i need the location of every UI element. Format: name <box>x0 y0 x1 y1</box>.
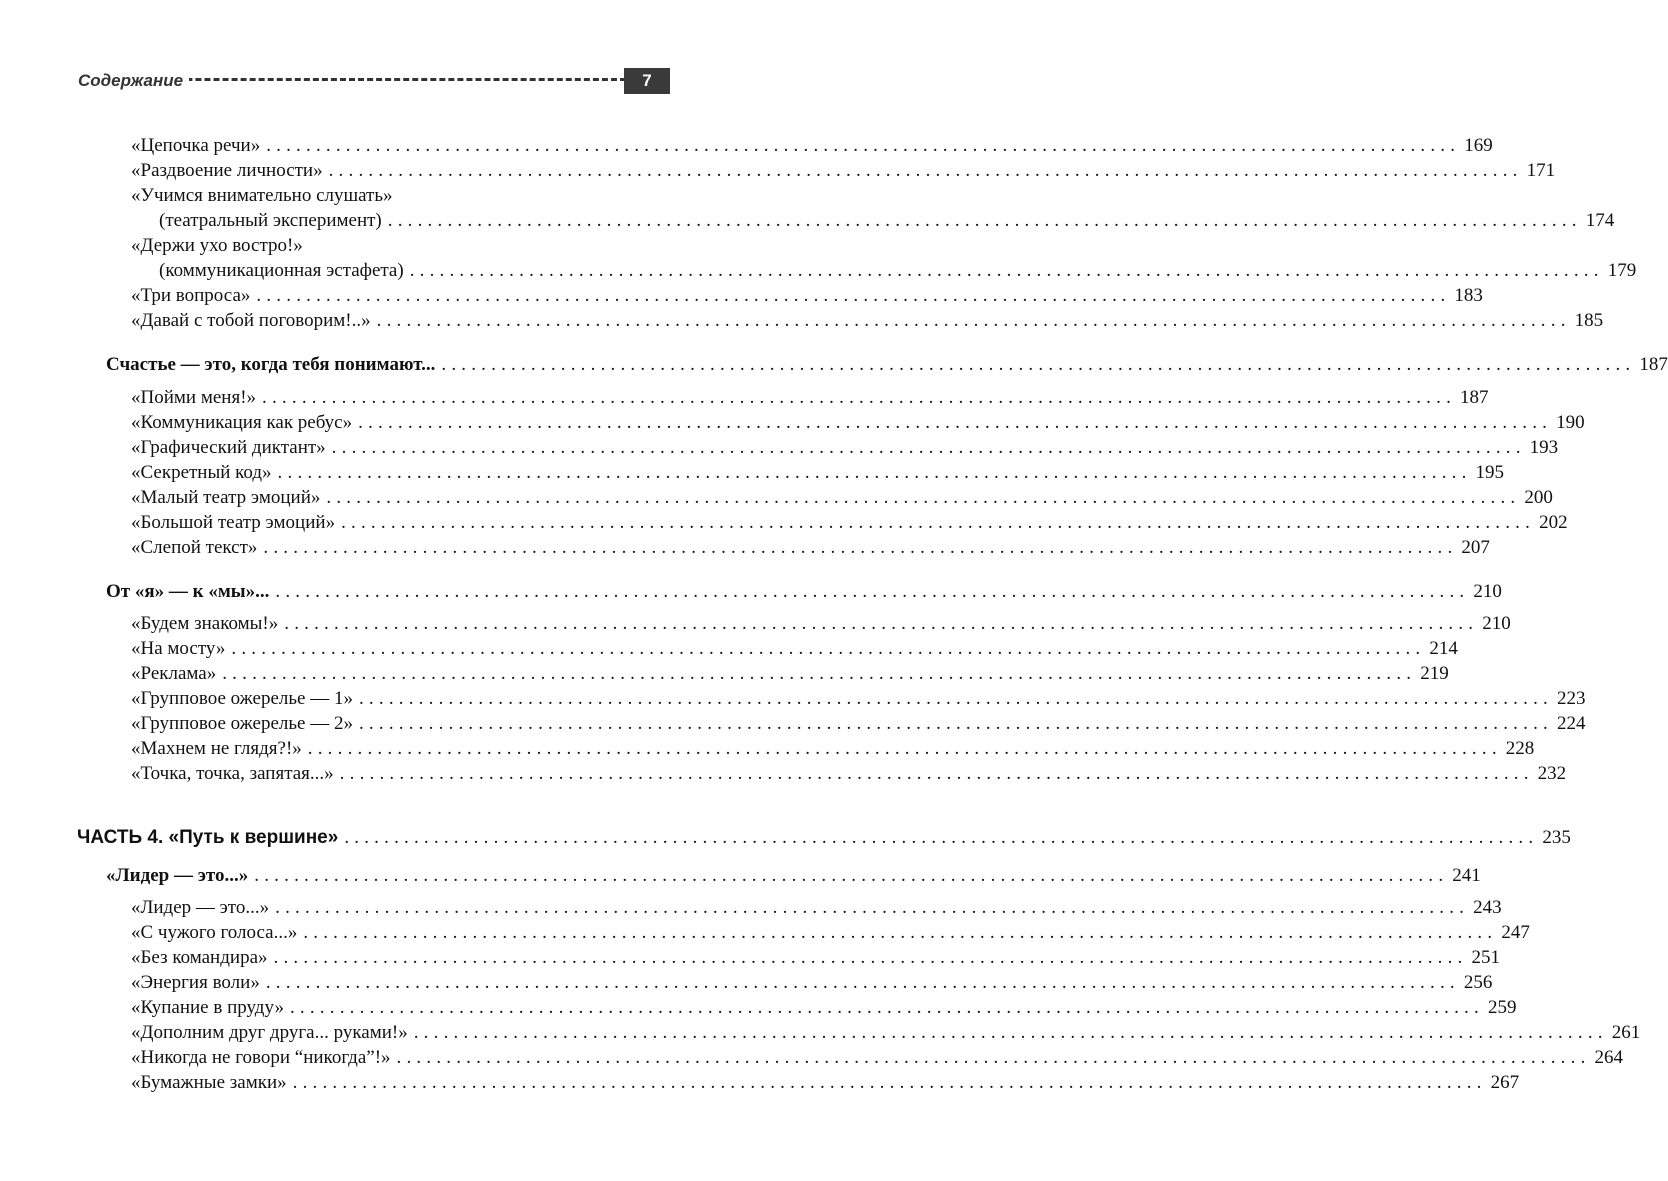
toc-leader-dots: ........................................................................................................................ <box>331 437 1526 458</box>
toc-leader-dots: ........................................................................................................................ <box>413 1022 1608 1043</box>
toc-leader-dots: ........................................................................................................................ <box>265 972 1460 993</box>
toc-leader-dots: ........................................................................................................................ <box>387 210 1582 231</box>
toc-page-number: 207 <box>1461 537 1490 558</box>
toc-leader-dots: ........................................................................................................................ <box>256 285 1451 306</box>
toc-entry <box>131 921 1530 945</box>
toc-entry-title: «Большой театр эмоций» <box>131 512 336 533</box>
toc-section-title: Счастье — это, когда тебя понимают... <box>106 354 436 375</box>
toc-leader-dots: ........................................................................................................................ <box>277 462 1472 483</box>
toc-entry-title: «Раздвоение личности» <box>131 160 323 181</box>
toc-entry-title: «Коммуникация как ребус» <box>131 412 353 433</box>
toc-page-number: 183 <box>1454 285 1483 306</box>
toc-leader-dots: ........................................................................................................................ <box>254 865 1449 886</box>
toc-section-title: «Лидер — это...» <box>106 865 249 886</box>
toc-page-number: 185 <box>1574 310 1604 331</box>
toc-entry-title: «Слепой текст» <box>131 537 258 558</box>
toc-leader-dots: ........................................................................................................................ <box>231 638 1426 659</box>
toc-page-number: 195 <box>1475 462 1505 483</box>
toc-entry <box>131 486 1553 510</box>
toc-page-number: 193 <box>1529 437 1559 458</box>
toc-page-number: 259 <box>1487 997 1517 1018</box>
toc-leader-dots: ........................................................................................................................ <box>262 387 1457 408</box>
toc-entry-title: «Махнем не глядя?!» <box>131 738 302 759</box>
toc-page-number: 202 <box>1539 512 1568 533</box>
toc-page-number: 243 <box>1473 897 1502 918</box>
toc-leader-dots: ........................................................................................................................ <box>273 947 1468 968</box>
toc-leader-dots: ........................................................................................................................ <box>409 260 1604 281</box>
toc-page-number: 267 <box>1490 1072 1520 1093</box>
toc-entry <box>131 1071 1520 1095</box>
toc-entry-title: «С чужого голоса...» <box>131 922 298 943</box>
toc-leader-dots: ........................................................................................................................ <box>358 688 1553 709</box>
toc-page-number: 224 <box>1556 713 1586 734</box>
toc-leader-dots: ........................................................................................................................ <box>326 487 1521 508</box>
header-title: Содержание <box>78 70 189 92</box>
toc-entry-title: «Без командира» <box>131 947 268 968</box>
toc-page-number: 223 <box>1556 688 1586 709</box>
toc-entry <box>131 536 1490 560</box>
toc-entry-title: «Групповое ожерелье — 1» <box>131 688 353 709</box>
toc-page-number: 219 <box>1420 663 1449 684</box>
toc-entry-title: «Групповое ожерелье — 2» <box>131 713 353 734</box>
toc-entry <box>131 1046 1624 1070</box>
toc-entry <box>131 662 1449 686</box>
toc-entry-title: «Бумажные замки» <box>131 1072 287 1093</box>
toc-entry-title: «Секретный код» <box>131 462 272 483</box>
toc-leader-dots: ........................................................................................................................ <box>344 827 1539 848</box>
toc-page-number: 261 <box>1611 1022 1641 1043</box>
toc-page-number: 251 <box>1471 947 1500 968</box>
toc-page-number: 214 <box>1429 638 1458 659</box>
toc-section-title: От «я» — к «мы»... <box>106 581 270 602</box>
toc-entry-title: «Давай с тобой поговорим!..» <box>131 310 371 331</box>
toc-leader-dots: ........................................................................................................................ <box>303 922 1498 943</box>
toc-page-number: 174 <box>1585 210 1615 231</box>
toc-entry-title: «Купание в пруду» <box>131 997 284 1018</box>
toc-entry-title: (театральный эксперимент) <box>159 210 382 231</box>
toc-page-number: 241 <box>1452 865 1481 886</box>
toc-leader-dots: ........................................................................................................................ <box>328 160 1523 181</box>
toc-page-number: 210 <box>1482 613 1511 634</box>
toc-leader-dots: ........................................................................................................................ <box>275 581 1470 602</box>
toc-entry-title: «Дополним друг друга... руками!» <box>131 1022 408 1043</box>
toc-page-number: 179 <box>1607 260 1637 281</box>
toc-part-title: ЧАСТЬ 4. «Путь к вершине» <box>77 827 339 848</box>
toc-entry <box>131 461 1505 485</box>
toc-entry <box>131 134 1493 158</box>
toc-entry-title: «Цепочка речи» <box>131 135 261 156</box>
toc-page-number: 232 <box>1537 763 1567 784</box>
toc-entry <box>131 971 1493 995</box>
toc-entry <box>159 209 1615 233</box>
toc-leader-dots: ........................................................................................................................ <box>263 537 1458 558</box>
toc-page-number: 228 <box>1505 738 1535 759</box>
toc-entry-title: «Будем знакомы!» <box>131 613 279 634</box>
toc-section-entry <box>106 864 1481 888</box>
toc-leader-dots: ........................................................................................................................ <box>289 997 1484 1018</box>
toc-entry-title: «Лидер — это...» <box>131 897 270 918</box>
toc-entry <box>131 1021 1641 1045</box>
toc-page-number: 169 <box>1464 135 1493 156</box>
toc-entry-title: «Пойми меня!» <box>131 387 257 408</box>
toc-entry-title: «Малый театр эмоций» <box>131 487 321 508</box>
toc-leader-dots: ........................................................................................................................ <box>275 897 1470 918</box>
running-header <box>78 68 670 94</box>
toc-section-entry <box>106 580 1502 604</box>
toc-leader-dots: ........................................................................................................................ <box>358 713 1553 734</box>
toc-leader-dots: ........................................................................................................................ <box>222 663 1417 684</box>
toc-entry-title-line1: «Учимся внимательно слушать» <box>131 185 393 206</box>
toc-entry <box>131 386 1489 410</box>
toc-page-number: 210 <box>1473 581 1502 602</box>
toc-entry <box>131 946 1500 970</box>
toc-page-number: 256 <box>1463 972 1493 993</box>
toc-entry-title: «Реклама» <box>131 663 217 684</box>
toc-entry <box>131 284 1483 308</box>
toc-leader-dots: ........................................................................................................................ <box>341 512 1536 533</box>
toc-entry-title: «Графический диктант» <box>131 437 326 458</box>
toc-entry <box>131 637 1458 661</box>
toc-page-number: 187 <box>1460 387 1489 408</box>
toc-entry <box>131 687 1586 711</box>
toc-entry-title-line1: «Держи ухо востро!» <box>131 235 303 256</box>
toc-entry <box>131 996 1517 1020</box>
toc-page-number: 187 <box>1639 354 1668 375</box>
toc-entry <box>131 159 1556 183</box>
toc-entry <box>131 436 1559 460</box>
toc-entry <box>131 411 1585 435</box>
toc-entry-title: «На мосту» <box>131 638 226 659</box>
toc-page-number: 264 <box>1594 1047 1624 1068</box>
toc-entry <box>131 511 1568 535</box>
toc-entry <box>131 712 1586 736</box>
toc-entry-title: «Никогда не говори “никогда”!» <box>131 1047 391 1068</box>
toc-entry <box>131 612 1511 636</box>
toc-entry <box>131 896 1502 920</box>
toc-leader-dots: ........................................................................................................................ <box>307 738 1502 759</box>
page-number: 7 <box>624 68 670 94</box>
toc-leader-dots: ........................................................................................................................ <box>339 763 1534 784</box>
toc-leader-dots: ........................................................................................................................ <box>376 310 1571 331</box>
toc-page-number: 171 <box>1526 160 1556 181</box>
toc-leader-dots: ........................................................................................................................ <box>292 1072 1487 1093</box>
toc-leader-dots: ........................................................................................................................ <box>266 135 1461 156</box>
toc-entry <box>131 309 1604 333</box>
toc-entry-title: (коммуникационная эстафета) <box>159 260 404 281</box>
toc-page-number: 235 <box>1542 827 1571 848</box>
toc-leader-dots: ........................................................................................................................ <box>284 613 1479 634</box>
toc-leader-dots: ........................................................................................................................ <box>441 354 1636 375</box>
toc-entry-title: «Три вопроса» <box>131 285 251 306</box>
toc-entry-title: «Энергия воли» <box>131 972 260 993</box>
toc-page-number: 200 <box>1524 487 1553 508</box>
toc-entry <box>131 737 1535 761</box>
toc-leader-dots: ........................................................................................................................ <box>396 1047 1591 1068</box>
toc-entry-title: «Точка, точка, запятая...» <box>131 763 334 784</box>
toc-section-entry <box>106 353 1668 377</box>
toc-page-number: 190 <box>1556 412 1585 433</box>
toc-entry <box>159 259 1637 283</box>
toc-page-number: 247 <box>1501 922 1530 943</box>
toc-leader-dots: ........................................................................................................................ <box>358 412 1553 433</box>
toc-part-entry <box>77 826 1571 850</box>
toc-entry <box>131 762 1567 786</box>
